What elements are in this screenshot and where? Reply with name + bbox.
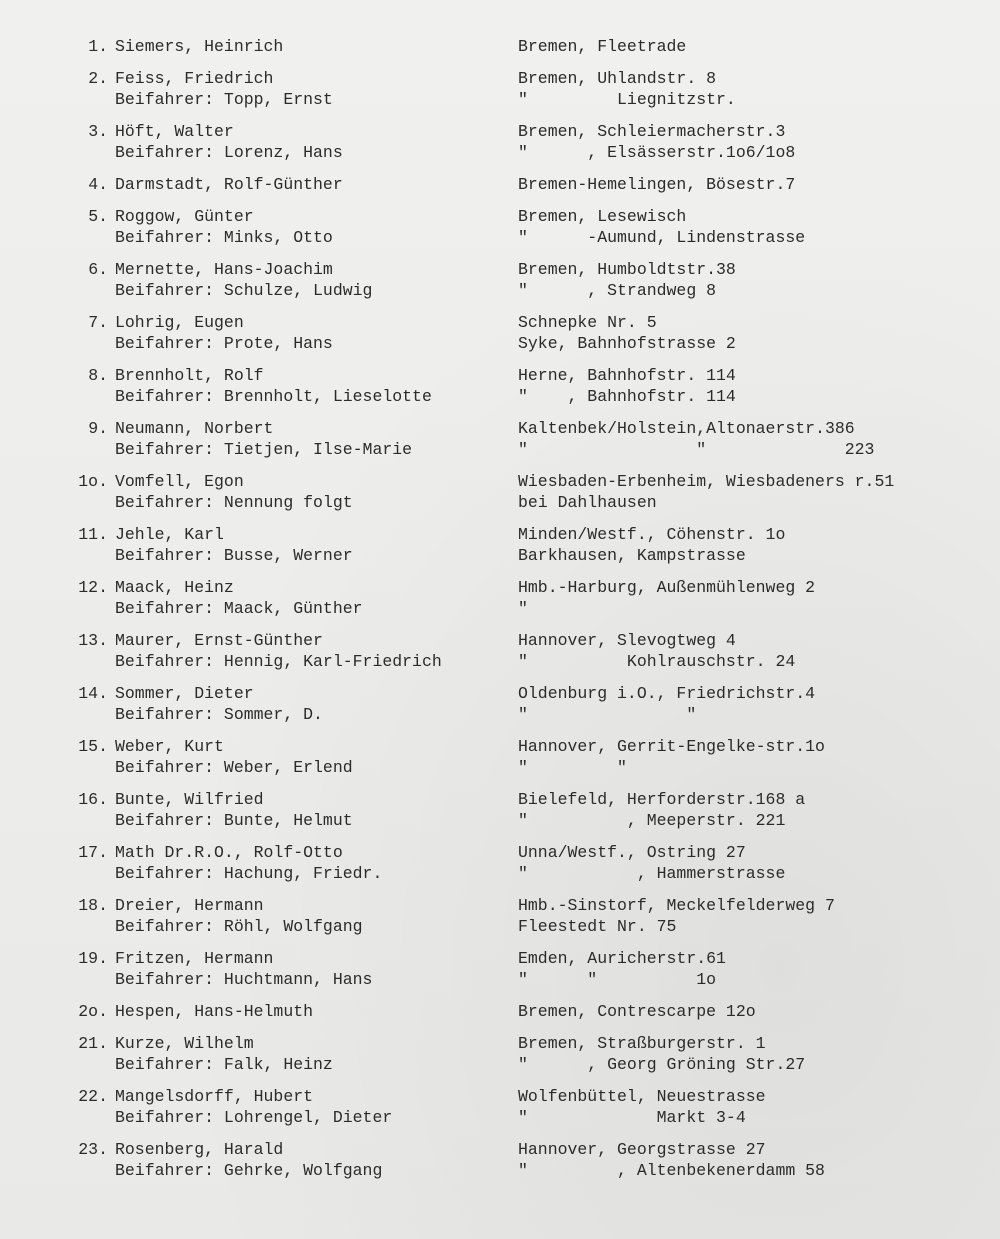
- codriver-name: Beifahrer: Busse, Werner: [115, 546, 353, 565]
- entry-spacer: [0, 778, 1000, 789]
- entry-second-line: [0, 492, 1000, 513]
- codriver-address: " , Bahnhofstr. 114: [518, 387, 736, 406]
- codriver-address: " ": [518, 758, 627, 777]
- codriver-address: " " 1o: [518, 970, 717, 989]
- list-item: [0, 736, 1000, 789]
- codriver-address: bei Dahlhausen: [518, 493, 657, 512]
- entry-second-line: [0, 333, 1000, 354]
- codriver-name: Beifahrer: Falk, Heinz: [115, 1055, 333, 1074]
- driver-address: Hannover, Georgstrasse 27: [518, 1140, 766, 1159]
- driver-address: Oldenburg i.O., Friedrichstr.4: [518, 684, 816, 703]
- entry-number: 2.: [88, 69, 108, 88]
- driver-name: Bunte, Wilfried: [115, 790, 264, 809]
- driver-name: Darmstadt, Rolf-Günther: [115, 175, 343, 194]
- driver-address: Bremen, Schleiermacherstr.3: [518, 122, 786, 141]
- entry-second-line: [0, 386, 1000, 407]
- entry-spacer: [0, 407, 1000, 418]
- entry-spacer: [0, 57, 1000, 68]
- entry-first-line: [0, 789, 1000, 810]
- driver-name: Weber, Kurt: [115, 737, 224, 756]
- entry-spacer: [0, 1128, 1000, 1139]
- codriver-address: Barkhausen, Kampstrasse: [518, 546, 746, 565]
- entry-spacer: [0, 672, 1000, 683]
- driver-name: Siemers, Heinrich: [115, 37, 284, 56]
- codriver-address: " , Altenbekenerdamm 58: [518, 1161, 825, 1180]
- entry-second-line: [0, 1054, 1000, 1075]
- codriver-address: " Markt 3-4: [518, 1108, 746, 1127]
- entry-first-line: [0, 312, 1000, 333]
- entry-number: 12.: [78, 578, 108, 597]
- entry-first-line: [0, 1139, 1000, 1160]
- list-item: [0, 259, 1000, 312]
- driver-address: Wolfenbüttel, Neuestrasse: [518, 1087, 766, 1106]
- entry-second-line: [0, 916, 1000, 937]
- codriver-address: " -Aumund, Lindenstrasse: [518, 228, 806, 247]
- driver-address: Hmb.-Sinstorf, Meckelfelderweg 7: [518, 896, 835, 915]
- entry-spacer: [0, 248, 1000, 259]
- list-item: [0, 418, 1000, 471]
- entry-first-line: [0, 174, 1000, 195]
- entry-spacer: [0, 619, 1000, 630]
- list-item: [0, 121, 1000, 174]
- entry-spacer: [0, 163, 1000, 174]
- entry-spacer: [0, 110, 1000, 121]
- list-item: [0, 1001, 1000, 1033]
- entry-number: 5.: [88, 207, 108, 226]
- codriver-name: Beifahrer: Minks, Otto: [115, 228, 333, 247]
- entry-first-line: [0, 630, 1000, 651]
- codriver-name: Beifahrer: Lorenz, Hans: [115, 143, 343, 162]
- entry-first-line: [0, 121, 1000, 142]
- driver-name: Mangelsdorff, Hubert: [115, 1087, 314, 1106]
- codriver-address: " , Hammerstrasse: [518, 864, 786, 883]
- entry-spacer: [0, 460, 1000, 471]
- driver-address: Bremen, Straßburgerstr. 1: [518, 1034, 766, 1053]
- entry-spacer: [0, 301, 1000, 312]
- entry-first-line: [0, 1001, 1000, 1022]
- list-item: [0, 68, 1000, 121]
- driver-address: Bremen, Uhlandstr. 8: [518, 69, 717, 88]
- codriver-name: Beifahrer: Huchtmann, Hans: [115, 970, 373, 989]
- driver-address: Minden/Westf., Cöhenstr. 1o: [518, 525, 786, 544]
- entry-second-line: [0, 545, 1000, 566]
- codriver-name: Beifahrer: Weber, Erlend: [115, 758, 353, 777]
- driver-name: Feiss, Friedrich: [115, 69, 274, 88]
- entry-first-line: [0, 68, 1000, 89]
- codriver-address: " " 223: [518, 440, 875, 459]
- entry-number: 1.: [88, 37, 108, 56]
- entry-number: 6.: [88, 260, 108, 279]
- entry-spacer: [0, 990, 1000, 1001]
- entry-number: 2o.: [78, 1002, 108, 1021]
- codriver-name: Beifahrer: Schulze, Ludwig: [115, 281, 373, 300]
- entry-spacer: [0, 566, 1000, 577]
- entry-second-line: [0, 280, 1000, 301]
- entry-spacer: [0, 884, 1000, 895]
- entry-spacer: [0, 1022, 1000, 1033]
- entry-first-line: [0, 948, 1000, 969]
- entry-number: 18.: [78, 896, 108, 915]
- entry-first-line: [0, 736, 1000, 757]
- entry-second-line: [0, 969, 1000, 990]
- driver-address: Herne, Bahnhofstr. 114: [518, 366, 736, 385]
- entry-first-line: [0, 1086, 1000, 1107]
- entry-number: 15.: [78, 737, 108, 756]
- entry-spacer: [0, 195, 1000, 206]
- codriver-address: " Liegnitzstr.: [518, 90, 736, 109]
- driver-name: Dreier, Hermann: [115, 896, 264, 915]
- driver-address: Unna/Westf., Ostring 27: [518, 843, 746, 862]
- entry-number: 13.: [78, 631, 108, 650]
- entry-list: [0, 36, 1000, 1192]
- driver-name: Sommer, Dieter: [115, 684, 254, 703]
- entry-first-line: [0, 842, 1000, 863]
- entry-second-line: [0, 810, 1000, 831]
- entry-first-line: [0, 259, 1000, 280]
- driver-name: Math Dr.R.O., Rolf-Otto: [115, 843, 343, 862]
- codriver-address: " ": [518, 705, 697, 724]
- entry-spacer: [0, 1181, 1000, 1192]
- entry-number: 1o.: [78, 472, 108, 491]
- driver-name: Lohrig, Eugen: [115, 313, 244, 332]
- entry-number: 21.: [78, 1034, 108, 1053]
- list-item: [0, 577, 1000, 630]
- entry-second-line: [0, 598, 1000, 619]
- list-item: [0, 524, 1000, 577]
- entry-number: 23.: [78, 1140, 108, 1159]
- entry-spacer: [0, 725, 1000, 736]
- driver-name: Roggow, Günter: [115, 207, 254, 226]
- codriver-name: Beifahrer: Gehrke, Wolfgang: [115, 1161, 383, 1180]
- entry-first-line: [0, 365, 1000, 386]
- entry-first-line: [0, 36, 1000, 57]
- entry-second-line: [0, 704, 1000, 725]
- driver-name: Kurze, Wilhelm: [115, 1034, 254, 1053]
- entry-second-line: [0, 1160, 1000, 1181]
- codriver-name: Beifahrer: Prote, Hans: [115, 334, 333, 353]
- codriver-name: Beifahrer: Sommer, D.: [115, 705, 323, 724]
- codriver-address: " Kohlrauschstr. 24: [518, 652, 796, 671]
- codriver-name: Beifahrer: Brennholt, Lieselotte: [115, 387, 432, 406]
- list-item: [0, 1086, 1000, 1139]
- driver-name: Hespen, Hans-Helmuth: [115, 1002, 314, 1021]
- codriver-address: " , Meeperstr. 221: [518, 811, 786, 830]
- entry-second-line: [0, 863, 1000, 884]
- driver-name: Jehle, Karl: [115, 525, 224, 544]
- list-item: [0, 36, 1000, 68]
- codriver-name: Beifahrer: Lohrengel, Dieter: [115, 1108, 393, 1127]
- entry-second-line: [0, 757, 1000, 778]
- codriver-address: " , Georg Gröning Str.27: [518, 1055, 806, 1074]
- driver-name: Höft, Walter: [115, 122, 234, 141]
- driver-address: Bremen, Humboldtstr.38: [518, 260, 736, 279]
- codriver-name: Beifahrer: Röhl, Wolfgang: [115, 917, 363, 936]
- list-item: [0, 948, 1000, 1001]
- driver-address: Hannover, Slevogtweg 4: [518, 631, 736, 650]
- entry-spacer: [0, 937, 1000, 948]
- list-item: [0, 630, 1000, 683]
- entry-spacer: [0, 513, 1000, 524]
- driver-address: Bremen, Contrescarpe 12o: [518, 1002, 756, 1021]
- entry-number: 11.: [78, 525, 108, 544]
- entry-first-line: [0, 895, 1000, 916]
- entry-number: 22.: [78, 1087, 108, 1106]
- entry-first-line: [0, 524, 1000, 545]
- list-item: [0, 471, 1000, 524]
- driver-name: Vomfell, Egon: [115, 472, 244, 491]
- entry-number: 3.: [88, 122, 108, 141]
- entry-number: 9.: [88, 419, 108, 438]
- codriver-address: " , Strandweg 8: [518, 281, 717, 300]
- entry-number: 4.: [88, 175, 108, 194]
- entry-number: 19.: [78, 949, 108, 968]
- codriver-name: Beifahrer: Topp, Ernst: [115, 90, 333, 109]
- driver-address: Wiesbaden-Erbenheim, Wiesbadeners r.51: [518, 472, 895, 491]
- driver-address: Schnepke Nr. 5: [518, 313, 657, 332]
- entry-first-line: [0, 1033, 1000, 1054]
- entry-number: 17.: [78, 843, 108, 862]
- entry-second-line: [0, 227, 1000, 248]
- entry-second-line: [0, 89, 1000, 110]
- driver-address: Bremen, Lesewisch: [518, 207, 687, 226]
- entry-second-line: [0, 142, 1000, 163]
- codriver-name: Beifahrer: Tietjen, Ilse-Marie: [115, 440, 413, 459]
- list-item: [0, 895, 1000, 948]
- codriver-name: Beifahrer: Hennig, Karl-Friedrich: [115, 652, 442, 671]
- driver-address: Emden, Auricherstr.61: [518, 949, 726, 968]
- entry-second-line: [0, 1107, 1000, 1128]
- list-item: [0, 365, 1000, 418]
- list-item: [0, 312, 1000, 365]
- codriver-name: Beifahrer: Nennung folgt: [115, 493, 353, 512]
- list-item: [0, 842, 1000, 895]
- codriver-name: Beifahrer: Bunte, Helmut: [115, 811, 353, 830]
- list-item: [0, 683, 1000, 736]
- codriver-address: ": [518, 599, 528, 618]
- entry-number: 14.: [78, 684, 108, 703]
- driver-address: Bremen-Hemelingen, Bösestr.7: [518, 175, 796, 194]
- driver-name: Neumann, Norbert: [115, 419, 274, 438]
- codriver-address: Syke, Bahnhofstrasse 2: [518, 334, 736, 353]
- driver-name: Rosenberg, Harald: [115, 1140, 284, 1159]
- driver-address: Bremen, Fleetrade: [518, 37, 687, 56]
- entry-number: 8.: [88, 366, 108, 385]
- list-item: [0, 206, 1000, 259]
- codriver-name: Beifahrer: Maack, Günther: [115, 599, 363, 618]
- entry-first-line: [0, 206, 1000, 227]
- entry-second-line: [0, 439, 1000, 460]
- entry-first-line: [0, 683, 1000, 704]
- list-item: [0, 1139, 1000, 1192]
- driver-name: Maack, Heinz: [115, 578, 234, 597]
- entry-first-line: [0, 418, 1000, 439]
- list-item: [0, 174, 1000, 206]
- entry-spacer: [0, 354, 1000, 365]
- driver-address: Hannover, Gerrit-Engelke-str.1o: [518, 737, 825, 756]
- list-item: [0, 1033, 1000, 1086]
- driver-address: Bielefeld, Herforderstr.168 a: [518, 790, 806, 809]
- codriver-name: Beifahrer: Hachung, Friedr.: [115, 864, 383, 883]
- codriver-address: " , Elsässerstr.1o6/1o8: [518, 143, 796, 162]
- driver-name: Maurer, Ernst-Günther: [115, 631, 323, 650]
- entry-second-line: [0, 651, 1000, 672]
- entry-spacer: [0, 1075, 1000, 1086]
- list-item: [0, 789, 1000, 842]
- codriver-address: Fleestedt Nr. 75: [518, 917, 677, 936]
- driver-name: Brennholt, Rolf: [115, 366, 264, 385]
- entry-first-line: [0, 471, 1000, 492]
- driver-name: Fritzen, Hermann: [115, 949, 274, 968]
- driver-name: Mernette, Hans-Joachim: [115, 260, 333, 279]
- driver-address: Hmb.-Harburg, Außenmühlenweg 2: [518, 578, 816, 597]
- entry-number: 7.: [88, 313, 108, 332]
- entry-number: 16.: [78, 790, 108, 809]
- driver-address: Kaltenbek/Holstein,Altonaerstr.386: [518, 419, 855, 438]
- entry-first-line: [0, 577, 1000, 598]
- entry-spacer: [0, 831, 1000, 842]
